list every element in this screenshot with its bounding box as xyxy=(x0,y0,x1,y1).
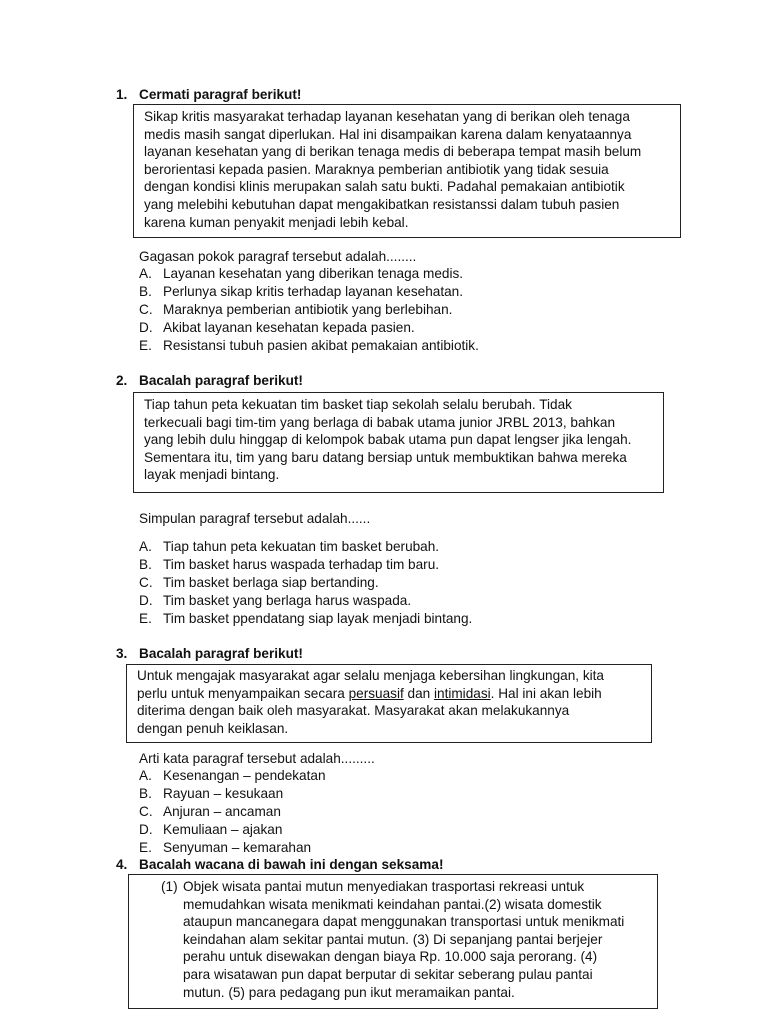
passage-line: berorientasi kepada pasien. Maraknya pemberian antibiotik yang tidak sesuia xyxy=(144,161,609,177)
passage-line: Tiap tahun peta kekuatan tim basket tiap sekolah selalu berubah. Tidak xyxy=(144,397,572,412)
passage-line: terkecuali bagi tim-tim yang berlaga di babak utama junior JRBL 2013, bahkan xyxy=(144,414,616,430)
option-a[interactable] xyxy=(139,767,326,785)
option-letter: B. xyxy=(139,283,152,299)
option-text: Tiap tahun peta kekuatan tim basket berubah. xyxy=(163,539,440,554)
passage-line xyxy=(137,685,641,703)
option-text: Maraknya pemberian antibiotik yang berlebihan. xyxy=(163,301,453,317)
passage-line: perahu untuk disewakan dengan biaya Rp. 10.000 saja perorang. (4) xyxy=(183,949,598,965)
passage-line: memudahkan wisata menikmati keindahan pantai.(2) wisata domestik xyxy=(183,896,602,912)
options-list xyxy=(139,265,479,354)
option-letter: D. xyxy=(139,319,153,335)
question-heading: Bacalah paragraf berikut! xyxy=(139,646,303,661)
option-letter: D. xyxy=(139,592,153,608)
passage-line: diterima dengan baik oleh masyarakat. Masyarakat akan melakukannya xyxy=(137,703,570,719)
passage-box xyxy=(133,392,664,493)
option-c[interactable] xyxy=(139,574,472,592)
option-text: Tim basket ppendatang siap layak menjadi bintang. xyxy=(163,610,473,626)
question-4-title xyxy=(116,856,443,874)
passage-box xyxy=(128,874,658,1009)
passage-number: (1) xyxy=(161,879,178,894)
passage-box xyxy=(133,104,681,238)
passage-line: yang lebih dulu hinggap di kelompok babak utama pun dapat lengser jika lengah. xyxy=(144,432,632,448)
question-3-title xyxy=(116,645,303,663)
option-letter: B. xyxy=(139,556,152,572)
passage-line: layak menjadi bintang. xyxy=(144,467,280,483)
passage-text: perlu untuk menyampaikan secara xyxy=(137,685,349,701)
option-b[interactable] xyxy=(139,283,479,301)
underlined-word-persuasif: persuasif xyxy=(348,685,404,701)
option-letter: C. xyxy=(139,803,153,819)
option-text: Tim basket harus waspada terhadap tim baru. xyxy=(163,556,440,572)
passage-line: Sementara itu, tim yang baru datang bersiap untuk membuktikan bahwa mereka xyxy=(144,449,627,465)
passage-line: yang melebihi kebutuhan dapat mengakibatkan resistanssi dalam tubuh pasien xyxy=(144,196,620,212)
passage-line: karena kuman penyakit menjadi lebih kebal. xyxy=(144,214,409,230)
option-letter: E. xyxy=(139,337,152,353)
passage-line: ataupun mancanegara dapat menggunakan transportasi untuk menikmati xyxy=(183,914,625,930)
option-e[interactable] xyxy=(139,839,326,857)
question-2-title xyxy=(116,372,303,390)
question-number: 2. xyxy=(116,373,128,388)
option-b[interactable] xyxy=(139,556,472,574)
question-heading: Bacalah wacana di bawah ini dengan seksama! xyxy=(139,857,444,872)
option-letter: B. xyxy=(139,785,152,801)
passage-text: . Hal ini akan lebih xyxy=(490,685,602,701)
passage-line: Untuk mengajak masyarakat agar selalu menjaga kebersihan lingkungan, kita xyxy=(137,668,604,683)
passage-line: mutun. (5) para pedagang pun ikut meramaikan pantai. xyxy=(183,984,515,1000)
question-number: 1. xyxy=(116,87,128,102)
option-text: Kesenangan – pendekatan xyxy=(163,768,326,783)
question-prompt: Gagasan pokok paragraf tersebut adalah........ xyxy=(139,249,417,264)
passage-line: dengan kondisi klinis merupakan salah satu bukti. Padahal pemakaian antibiotik xyxy=(144,179,625,195)
numbered-passage xyxy=(161,878,624,1001)
passage-line: Objek wisata pantai mutun menyediakan trasportasi rekreasi untuk xyxy=(183,879,585,894)
option-letter: C. xyxy=(139,574,153,590)
passage-line: para wisatawan pun dapat berputar di sekitar seberang pulau pantai xyxy=(183,966,593,982)
options-list xyxy=(139,538,472,627)
option-text: Resistansi tubuh pasien akibat pemakaian antibiotik. xyxy=(163,337,479,353)
passage-line: keindahan alam sekitar pantai mutun. (3) Di sepanjang pantai berjejer xyxy=(183,931,603,947)
option-text: Tim basket yang berlaga harus waspada. xyxy=(163,592,412,608)
option-e[interactable] xyxy=(139,610,472,628)
question-prompt: Simpulan paragraf tersebut adalah...... xyxy=(139,511,371,526)
option-text: Akibat layanan kesehatan kepada pasien. xyxy=(163,319,415,335)
passage-line: layanan kesehatan yang di berikan tenaga medis di beberapa tempat masih belum xyxy=(144,144,642,160)
question-heading: Cermati paragraf berikut! xyxy=(139,87,302,102)
passage-line: Sikap kritis masyarakat terhadap layanan kesehatan yang di berikan oleh tenaga xyxy=(144,109,630,124)
option-letter: A. xyxy=(139,768,152,783)
option-letter: E. xyxy=(139,839,152,855)
question-number: 3. xyxy=(116,646,128,661)
passage-box xyxy=(126,664,652,743)
option-letter: A. xyxy=(139,266,152,281)
option-letter: E. xyxy=(139,610,152,626)
question-prompt: Arti kata paragraf tersebut adalah......... xyxy=(139,751,375,766)
option-d[interactable] xyxy=(139,592,472,610)
underlined-word-intimidasi: intimidasi xyxy=(433,685,491,701)
option-a[interactable] xyxy=(139,538,472,556)
option-text: Senyuman – kemarahan xyxy=(163,839,312,855)
option-a[interactable] xyxy=(139,265,479,283)
option-letter: A. xyxy=(139,539,152,554)
option-b[interactable] xyxy=(139,785,326,803)
passage-line: medis masih sangat diperlukan. Hal ini disampaikan karena dalam kenyataannya xyxy=(144,126,632,142)
option-letter: C. xyxy=(139,301,153,317)
option-text: Tim basket berlaga siap bertanding. xyxy=(163,574,379,590)
option-e[interactable] xyxy=(139,337,479,355)
option-text: Layanan kesehatan yang diberikan tenaga medis. xyxy=(163,266,464,281)
question-1-title xyxy=(116,86,301,104)
option-text: Kemuliaan – ajakan xyxy=(163,821,283,837)
option-text: Rayuan – kesukaan xyxy=(163,785,284,801)
option-text: Perlunya sikap kritis terhadap layanan kesehatan. xyxy=(163,283,463,299)
option-letter: D. xyxy=(139,821,153,837)
question-heading: Bacalah paragraf berikut! xyxy=(139,373,303,388)
options-list xyxy=(139,767,326,856)
option-d[interactable] xyxy=(139,319,479,337)
option-text: Anjuran – ancaman xyxy=(163,803,281,819)
option-c[interactable] xyxy=(139,301,479,319)
passage-text: dan xyxy=(403,685,434,701)
question-number: 4. xyxy=(116,857,128,872)
passage-line: dengan penuh keiklasan. xyxy=(137,720,289,736)
option-d[interactable] xyxy=(139,821,326,839)
option-c[interactable] xyxy=(139,803,326,821)
